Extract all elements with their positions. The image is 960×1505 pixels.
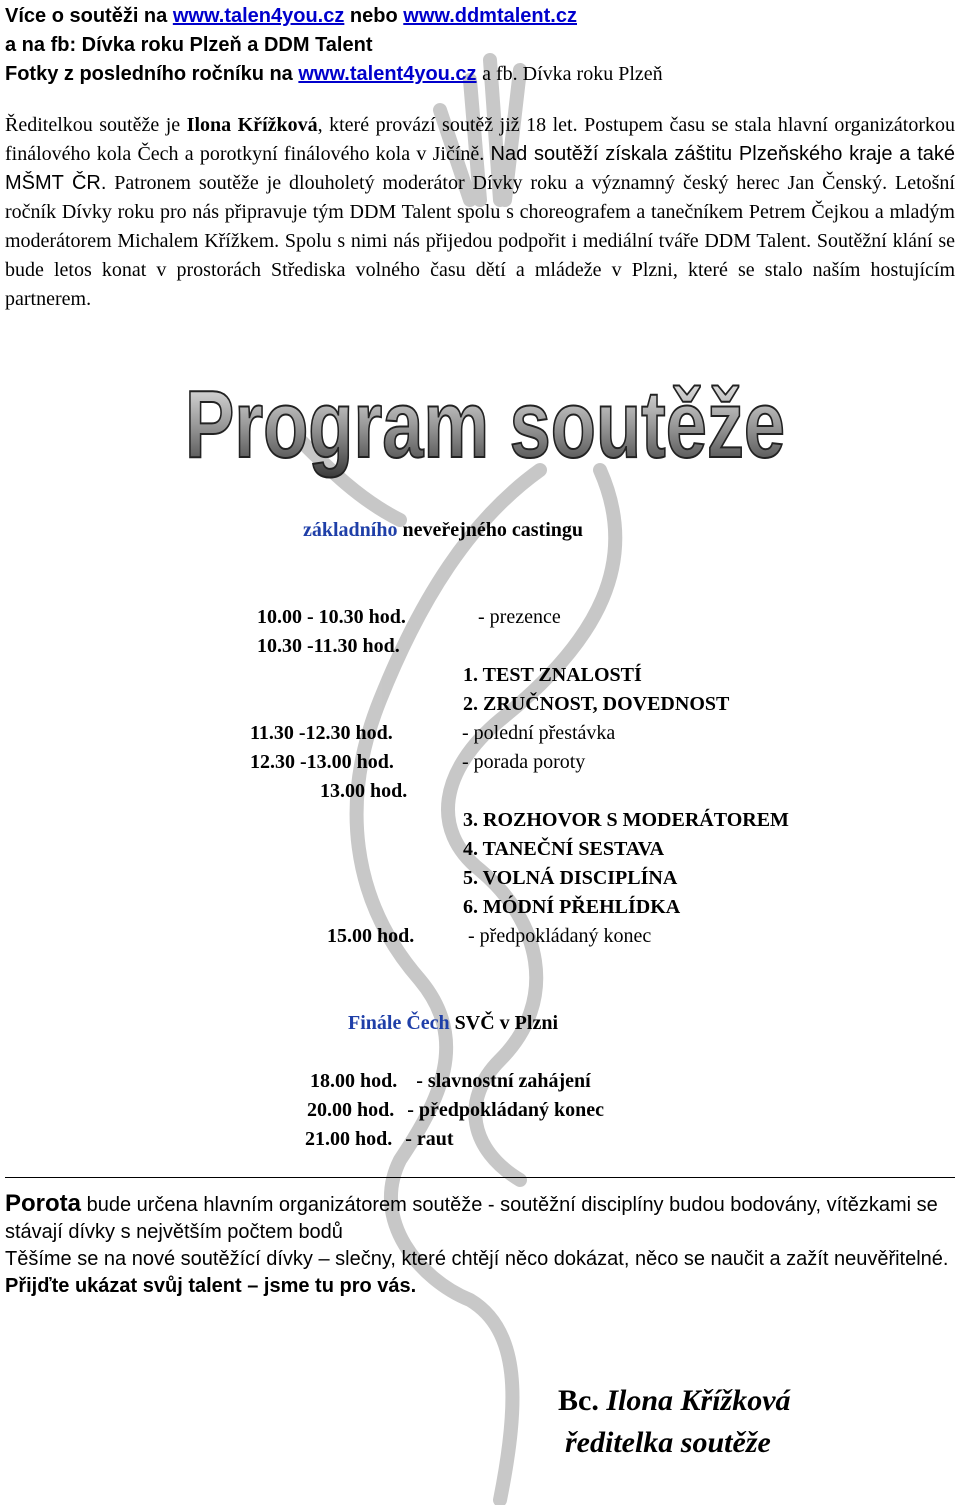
ddmtalent-link[interactable]: www.ddmtalent.cz	[403, 5, 577, 27]
casting-time: 13.00 hod.	[320, 780, 408, 802]
contact-line-3: Fotky z posledního ročníku na www.talent4you.cz a fb. Dívka roku Plzeň	[5, 63, 663, 85]
casting-discipline: 2. ZRUČNOST, DOVEDNOST	[463, 693, 730, 715]
divider	[5, 1177, 955, 1178]
casting-activity: - polední přestávka	[462, 722, 616, 744]
program-title	[175, 365, 795, 478]
casting-discipline: 4. TANEČNÍ SESTAVA	[463, 838, 665, 860]
footer-text	[5, 1190, 955, 1300]
invitation-paragraph: Těšíme se na nové soutěžící dívky – slečny, které chtějí něco dokázat, něco se naučit a zažít neuvěřitelné. Přijďte ukázat svůj talent – jsme tu pro vás.	[5, 1248, 949, 1297]
director-name: Ilona Křížková	[186, 114, 318, 136]
signature-role: ředitelka soutěže	[565, 1426, 771, 1459]
finale-row: 21.00 hod. - raut	[305, 1128, 454, 1150]
finale-row: 20.00 hod. - předpokládaný konec	[307, 1099, 604, 1121]
talent4you-link[interactable]: www.talent4you.cz	[298, 63, 477, 85]
casting-activity: - předpokládaný konec	[468, 925, 652, 947]
casting-time: 12.30 -13.00 hod.	[250, 751, 394, 773]
casting-discipline: 1. TEST ZNALOSTÍ	[463, 664, 642, 686]
finale-row: 18.00 hod. - slavnostní zahájení	[310, 1070, 591, 1092]
intro-paragraph: Ředitelkou soutěže je Ilona Křížková, které provází soutěž již 18 let. Postupem času se stala hlavní organizátorkou finálového kola Čech a porotkyní finálového kola v Jičíně. Nad soutěží získala záštitu Plzeňského kraje a také MŠMT ČR. Patronem soutěže je dlouholetý moderátor Dívky roku a významný český herec Jan Čenský. Letošní ročník Dívky roku pro nás připravuje tým DDM Talent spolu s choreografem a tanečníkem Petrem Čejkou a mladým moderátorem Michalem Křížkem. Spolu s nimi nás přijedou podpořit i mediální tváře DDM Talent. Soutěžní klání se bude letos konat v prostorách Střediska volného času dětí a mládeže v Plzni, které se stalo naším hostujícím partnerem.	[5, 114, 956, 310]
casting-discipline: 6. MÓDNÍ PŘEHLÍDKA	[463, 896, 681, 918]
casting-time: 11.30 -12.30 hod.	[250, 722, 393, 744]
casting-time: 10.00 - 10.30 hod.	[257, 606, 406, 628]
porota-paragraph: Porota bude určena hlavním organizátorem soutěže - soutěžní disciplíny budou bodovány, vítězkami se stávají dívky s největším počtem bodů	[5, 1190, 938, 1243]
program-title-text: Program soutěže	[185, 371, 785, 478]
casting-discipline: 5. VOLNÁ DISCIPLÍNA	[463, 867, 678, 889]
talen4you-link[interactable]: www.talen4you.cz	[172, 5, 345, 27]
casting-activity: - prezence	[478, 606, 561, 628]
casting-time: 10.30 -11.30 hod.	[257, 635, 400, 657]
contact-line-2: a na fb: Dívka roku Plzeň a DDM Talent	[5, 34, 373, 56]
finale-heading: Finále Čech SVČ v Plzni	[348, 1012, 558, 1034]
casting-time: 15.00 hod.	[327, 925, 415, 947]
signature-name: Bc. Ilona Křížková	[558, 1384, 791, 1417]
contact-line-1: Více o soutěži na www.talen4you.cz nebo www.ddmtalent.cz	[5, 5, 577, 27]
casting-heading: základního neveřejného castingu	[303, 519, 584, 541]
contact-header	[5, 2, 663, 89]
casting-discipline: 3. ROZHOVOR S MODERÁTOREM	[463, 809, 789, 831]
casting-activity: - porada poroty	[462, 751, 586, 773]
